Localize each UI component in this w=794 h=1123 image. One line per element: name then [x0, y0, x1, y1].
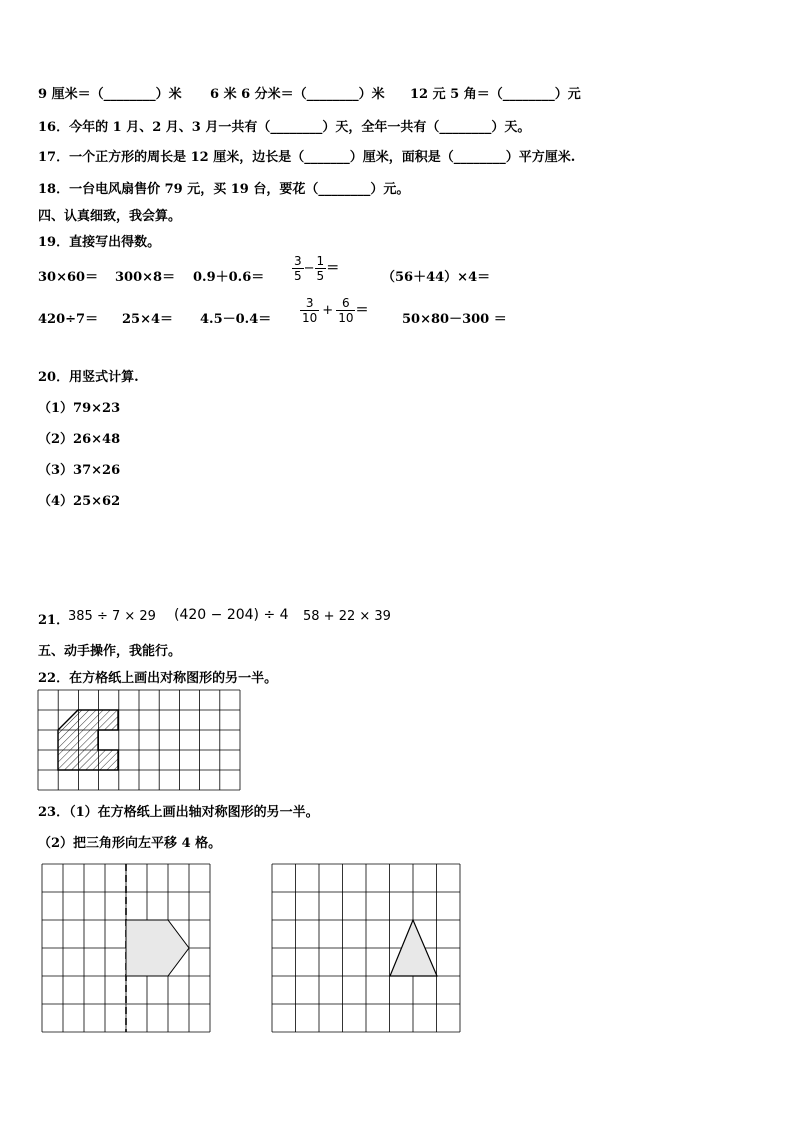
section-5-heading: 五、动手操作，我能行。 [38, 644, 182, 659]
equals-sign: ＝ [326, 261, 340, 276]
q21-expr-a: 385 ÷ 7 × 29 [68, 609, 156, 624]
q19-r1-e: （56＋44）×4＝ [382, 270, 491, 285]
q19-r2-a: 420÷7＝ [38, 312, 99, 327]
numerator: 3 [294, 254, 302, 268]
numerator: 3 [300, 296, 319, 311]
section-4-heading: 四、认真细致，我会算。 [38, 209, 182, 224]
q19-r2-fraction-expr [300, 296, 368, 325]
q23-right-grid-figure [270, 862, 466, 1034]
denominator: 10 [338, 311, 354, 325]
q20-item-4: （4）25×62 [38, 494, 121, 509]
q15-b: 6 米 6 分米＝（________）米 [210, 87, 385, 102]
q19-r1-a: 30×60＝ [38, 270, 99, 285]
q20-item-3: （3）37×26 [38, 463, 121, 478]
minus-sign: − [303, 261, 315, 276]
half-pentagon-shape [126, 920, 189, 976]
q19-r2-e: 50×80－300 ＝ [402, 312, 507, 327]
q16: 16．今年的 1 月、2 月、3 月一共有（________）天，全年一共有（________）天。 [38, 120, 531, 135]
denominator: 10 [302, 311, 318, 325]
denominator: 5 [294, 269, 302, 283]
fraction-3-5 [292, 254, 304, 283]
q22-grid-figure [36, 688, 246, 794]
plus-sign: + [322, 303, 334, 318]
q19-r2-c: 4.5－0.4＝ [200, 312, 272, 327]
fraction-3-10 [300, 296, 319, 325]
q20-item-1: （1）79×23 [38, 401, 121, 416]
hatched-half-shape [58, 710, 118, 770]
q21-expr-b: (420 − 204) ÷ 4 [174, 607, 289, 623]
q20-item-2: （2）26×48 [38, 432, 121, 447]
equals-sign: ＝ [355, 303, 369, 318]
q23-left-grid-figure [40, 862, 216, 1034]
q17: 17．一个正方形的周长是 12 厘米，边长是（_______）厘米，面积是（________）平方厘米. [38, 150, 576, 165]
q15-c: 12 元 5 角＝（________）元 [410, 87, 581, 102]
numerator: 1 [316, 254, 325, 268]
q19-r1-c: 0.9＋0.6＝ [193, 270, 265, 285]
q21-label: 21． [38, 613, 70, 628]
grid-lines [272, 864, 460, 1032]
denominator: 5 [316, 269, 325, 283]
q22-title: 22．在方格纸上画出对称图形的另一半。 [38, 671, 278, 686]
q23-part2: （2）把三角形向左平移 4 格。 [38, 836, 222, 851]
numerator: 6 [336, 296, 355, 311]
fraction-6-10 [336, 296, 355, 325]
fraction-1-5 [315, 254, 327, 283]
q18: 18．一台电风扇售价 79 元，买 19 台，要花（________）元。 [38, 182, 410, 197]
q19-r1-b: 300×8＝ [115, 270, 176, 285]
q19-r1-fraction-expr [292, 254, 339, 283]
q21-expr-c: 58 + 22 × 39 [303, 609, 391, 624]
q20-title: 20．用竖式计算. [38, 370, 139, 385]
q15-a: 9 厘米＝（________）米 [38, 87, 182, 102]
q19-r2-b: 25×4＝ [122, 312, 174, 327]
q19-title: 19．直接写出得数。 [38, 235, 161, 250]
q23-part1: 23．（1）在方格纸上画出轴对称图形的另一半。 [38, 805, 319, 820]
